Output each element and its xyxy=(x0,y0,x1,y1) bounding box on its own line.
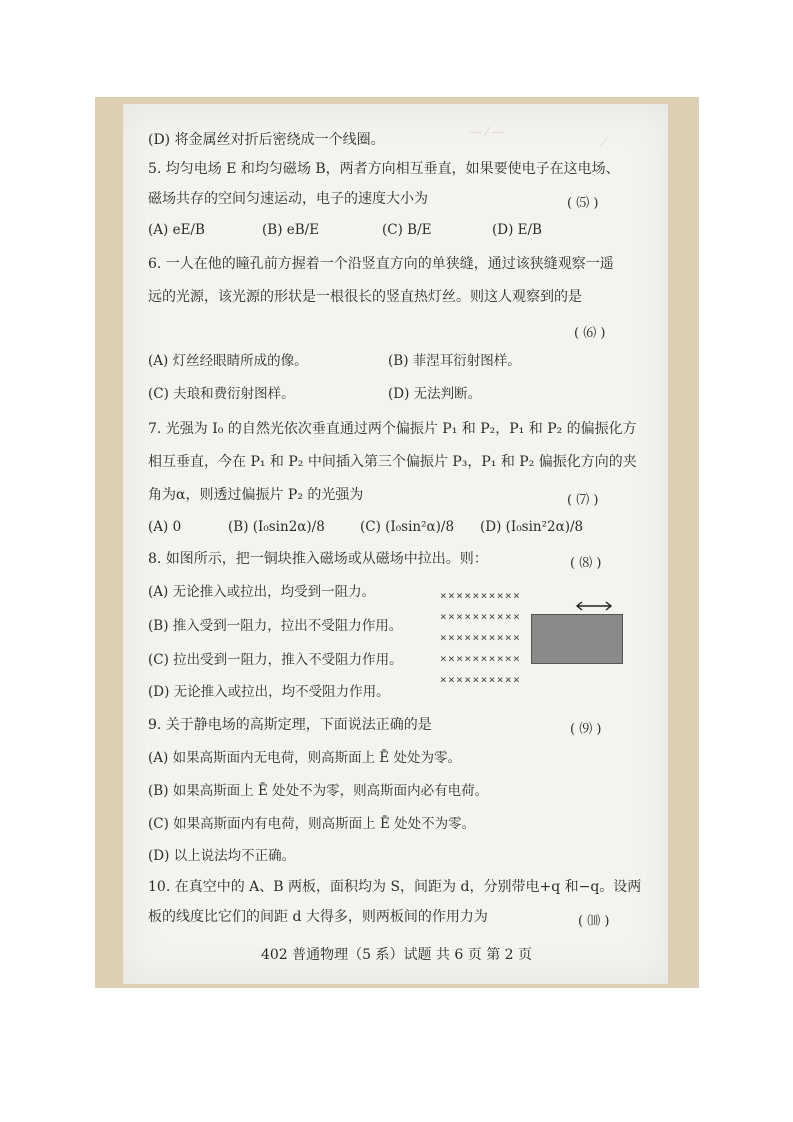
q7-stem-line3: 角为α，则透过偏振片 P₂ 的光强为 xyxy=(148,487,364,503)
q6-option-c: (C) 夫琅和费衍射图样。 xyxy=(148,386,295,402)
q9-option-c: (C) 如果高斯面内有电荷，则高斯面上 Ē 处处不为零。 xyxy=(148,816,476,832)
q9-answer-blank: ( ⑼ ) xyxy=(570,722,602,737)
field-row: ×××××××××× xyxy=(440,673,522,686)
q5-option-d: (D) E/B xyxy=(492,222,542,238)
q10-answer-blank: ( ⑽ ) xyxy=(578,914,610,929)
q6-option-b: (B) 菲涅耳衍射图样。 xyxy=(388,353,521,369)
double-arrow-icon xyxy=(574,600,614,612)
q5-option-c: (C) B/E xyxy=(382,222,432,238)
bleed-through-mark: ⟋ xyxy=(600,135,609,149)
q10-stem-line2: 板的线度比它们的间距 d 大得多，则两板间的作用力为 xyxy=(148,909,488,925)
q8-option-d: (D) 无论推入或拉出，均不受阻力作用。 xyxy=(148,684,390,700)
q6-stem-line2: 远的光源，该光源的形状是一根很长的竖直热灯丝。则这人观察到的是 xyxy=(148,289,582,305)
q8-stem: 8. 如图所示，把一铜块推入磁场或从磁场中拉出。则： xyxy=(148,551,488,567)
q5-answer-blank: ( ⑸ ) xyxy=(567,196,599,211)
field-row: ×××××××××× xyxy=(440,652,522,665)
q9-option-b: (B) 如果高斯面上 Ē 处处不为零，则高斯面内必有电荷。 xyxy=(148,783,489,799)
q8-option-c: (C) 拉出受到一阻力，推入不受阻力作用。 xyxy=(148,652,403,668)
field-row: ×××××××××× xyxy=(440,589,522,602)
bleed-through-mark: — ⁄ — xyxy=(470,125,504,139)
q4-option-d: (D) 将金属丝对折后密绕成一个线圈。 xyxy=(148,132,385,148)
q7-option-a: (A) 0 xyxy=(148,519,182,535)
q9-option-a: (A) 如果高斯面内无电荷，则高斯面上 Ē 处处为零。 xyxy=(148,750,462,766)
q6-answer-blank: ( ⑹ ) xyxy=(574,326,606,341)
q7-stem-line2: 相互垂直，今在 P₁ 和 P₂ 中间插入第三个偏振片 P₃，P₁ 和 P₂ 偏振化方向的夹 xyxy=(148,454,637,470)
q8-answer-blank: ( ⑻ ) xyxy=(570,556,602,571)
page-footer: 402 普通物理（5 系）试题 共 6 页 第 2 页 xyxy=(260,947,533,963)
q6-stem-line1: 6. 一人在他的瞳孔前方握着一个沿竖直方向的单狭缝，通过该狭缝观察一遥 xyxy=(148,256,614,272)
q9-stem: 9. 关于静电场的高斯定理，下面说法正确的是 xyxy=(148,717,432,733)
q8-option-a: (A) 无论推入或拉出，均受到一阻力。 xyxy=(148,584,376,600)
q10-stem-line1: 10. 在真空中的 A、B 两板，面积均为 S，间距为 d，分别带电+q 和−q。设两 xyxy=(148,879,642,895)
q8-option-b: (B) 推入受到一阻力，拉出不受阻力作用。 xyxy=(148,618,403,634)
field-row: ×××××××××× xyxy=(440,610,522,623)
q7-option-d: (D) (I₀sin²2α)/8 xyxy=(480,519,584,535)
q7-stem-line1: 7. 光强为 I₀ 的自然光依次垂直通过两个偏振片 P₁ 和 P₂，P₁ 和 P₂ 的偏振化方 xyxy=(148,421,637,437)
q5-option-b: (B) eB/E xyxy=(262,222,320,238)
q6-option-a: (A) 灯丝经眼睛所成的像。 xyxy=(148,353,308,369)
q9-option-d: (D) 以上说法均不正确。 xyxy=(148,848,296,864)
q7-option-b: (B) (I₀sin2α)/8 xyxy=(228,519,325,535)
q7-answer-blank: ( ⑺ ) xyxy=(567,493,599,508)
copper-block xyxy=(531,614,623,664)
q5-stem-line2: 磁场共存的空间匀速运动，电子的速度大小为 xyxy=(148,191,428,207)
q6-option-d: (D) 无法判断。 xyxy=(388,386,482,402)
q7-option-c: (C) (I₀sin²α)/8 xyxy=(360,519,455,535)
q5-option-a: (A) eE/B xyxy=(148,222,205,238)
field-row: ×××××××××× xyxy=(440,631,522,644)
q5-stem-line1: 5. 均匀电场 E 和均匀磁场 B，两者方向相互垂直，如果要使电子在这电场、 xyxy=(148,161,620,177)
